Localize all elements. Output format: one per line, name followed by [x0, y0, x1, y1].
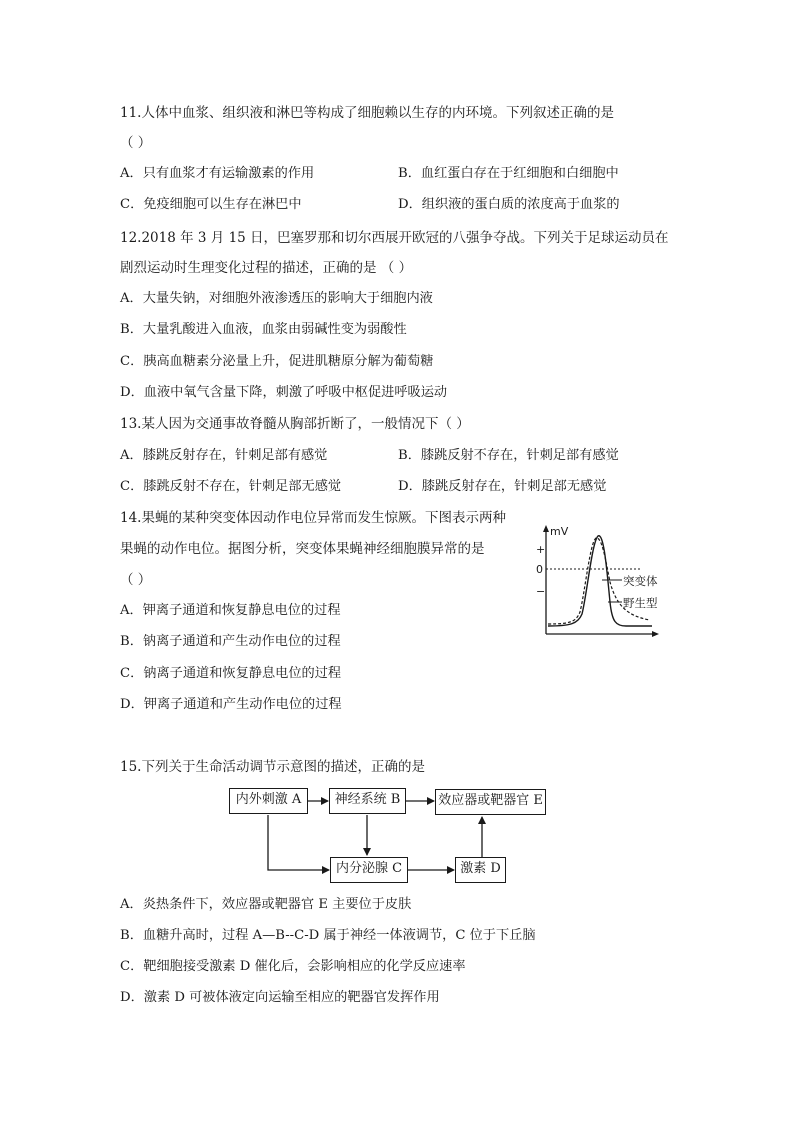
- q11-option-a: A．只有血浆才有运输激素的作用: [120, 166, 315, 181]
- q12-stem-line2: 剧烈运动时生理变化过程的描述，正确的是 （ ）: [120, 260, 413, 276]
- q13-option-d: D．膝跳反射存在，针刺足部无感觉: [398, 479, 607, 494]
- q12-option-c: C．胰高血糖素分泌量上升，促进肌糖原分解为葡萄糖: [120, 354, 434, 369]
- q15-stem: 15.下列关于生命活动调节示意图的描述，正确的是: [120, 759, 425, 775]
- x-axis-arrow: [652, 631, 659, 637]
- q14-option-b: B．钠离子通道和产生动作电位的过程: [120, 634, 341, 649]
- q12-option-d: D．血液中氧气含量下降，刺激了呼吸中枢促进呼吸运动: [120, 385, 448, 400]
- q11-option-d: D．组织液的蛋白质的浓度高于血浆的: [398, 197, 620, 212]
- q13-option-b: B．膝跳反射不存在，针刺足部有感觉: [398, 448, 619, 463]
- q14-answer-paren: （ ）: [120, 572, 152, 588]
- q14-option-a: A．钾离子通道和恢复静息电位的过程: [120, 603, 341, 618]
- q15-option-b: B．血糖升高时，过程 A—B--C-D 属于神经一体液调节，C 位于下丘脑: [120, 928, 536, 943]
- arrow-a-to-c: [268, 815, 329, 870]
- action-potential-svg: [530, 522, 662, 642]
- mutant-label: 突变体: [623, 574, 658, 588]
- q13-option-a: A．膝跳反射存在，针刺足部有感觉: [120, 448, 328, 463]
- minus-label: −: [536, 585, 546, 598]
- q11-option-c: C．免疫细胞可以生存在淋巴中: [120, 197, 302, 212]
- q13-stem: 13.某人因为交通事故脊髓从胸部折断了，一般情况下（ ）: [120, 416, 470, 432]
- q12-stem-line1: 12.2018 年 3 月 15 日，巴塞罗那和切尔西展开欧冠的八强争夺战。下列关于足球运动员在: [120, 230, 669, 246]
- plus-label: +: [536, 543, 546, 556]
- q12-option-b: B．大量乳酸进入血液，血浆由弱碱性变为弱酸性: [120, 322, 407, 337]
- q15-option-c: C．靶细胞接受激素 D 催化后，会影响相应的化学反应速率: [120, 959, 466, 974]
- q11-stem: 11.人体中血浆、组织液和淋巴等构成了细胞赖以生存的内环境。下列叙述正确的是: [120, 105, 614, 121]
- box-endocrine-c: 内分泌腺 C: [330, 857, 408, 883]
- q13-option-c: C．膝跳反射不存在，针刺足部无感觉: [120, 479, 342, 494]
- q14-option-c: C．钠离子通道和恢复静息电位的过程: [120, 666, 342, 681]
- box-hormone-d: 激素 D: [455, 857, 506, 883]
- q15-option-d: D．激素 D 可被体液定向运输至相应的靶器官发挥作用: [120, 990, 440, 1005]
- y-unit-label: mV: [550, 525, 569, 538]
- q11-option-b: B．血红蛋白存在于红细胞和白细胞中: [398, 166, 619, 181]
- box-effector-e: 效应器或靶器官 E: [435, 789, 546, 815]
- q14-stem-line2: 果蝇的动作电位。据图分析，突变体果蝇神经细胞膜异常的是: [120, 541, 485, 557]
- box-nervous-system-b: 神经系统 B: [329, 788, 406, 814]
- q11-answer-paren: （ ）: [120, 135, 152, 151]
- action-potential-graph: [530, 522, 662, 642]
- q12-option-a: A．大量失钠，对细胞外液渗透压的影响大于细胞内液: [120, 291, 433, 306]
- wild-type-label: 野生型: [623, 596, 658, 610]
- q15-option-a: A．炎热条件下，效应器或靶器官 E 主要位于皮肤: [120, 897, 412, 912]
- y-axis-arrow: [543, 525, 549, 532]
- q14-stem-line1: 14.果蝇的某种突变体因动作电位异常而发生惊厥。下图表示两种: [120, 510, 506, 526]
- box-stimulus-a: 内外刺激 A: [229, 788, 308, 814]
- zero-label: 0: [536, 563, 543, 576]
- q14-option-d: D．钾离子通道和产生动作电位的过程: [120, 697, 342, 712]
